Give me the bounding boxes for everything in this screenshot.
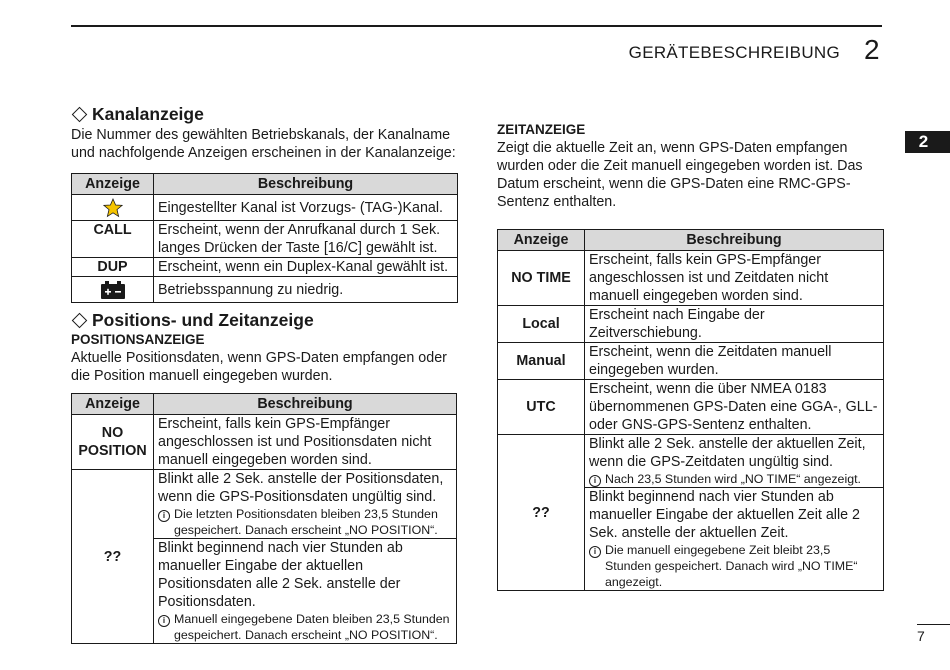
row-desc: Eingestellter Kanal ist Vorzugs- (TAG-)Kanal. bbox=[154, 195, 458, 221]
row-key: Manual bbox=[498, 343, 585, 380]
star-icon bbox=[103, 198, 123, 218]
row-key: DUP bbox=[72, 258, 154, 277]
col-header-beschreibung: Beschreibung bbox=[585, 230, 884, 251]
table-row bbox=[72, 221, 458, 258]
col-header-anzeige: Anzeige bbox=[72, 394, 154, 415]
row-desc: Erscheint, falls kein GPS-Empfänger angeschlossen ist und Positionsdaten nicht manuell eingegeben worden sind. bbox=[154, 415, 457, 470]
table-row bbox=[498, 380, 884, 435]
info-note: i Manuell eingegebene Daten bleiben 23,5 Stunden gespeichert. Danach erscheint „NO POSITION“. bbox=[158, 611, 452, 643]
page-number-rule bbox=[917, 624, 950, 625]
table-row bbox=[72, 195, 458, 221]
right-column bbox=[497, 121, 885, 591]
table-row bbox=[72, 258, 458, 277]
battery-icon bbox=[100, 280, 126, 300]
info-note: i Die letzten Positionsdaten bleiben 23,5 Stunden gespeichert. Danach erscheint „NO POSITION“. bbox=[158, 506, 452, 538]
row-desc: Betriebsspannung zu niedrig. bbox=[154, 277, 458, 303]
col-header-anzeige: Anzeige bbox=[72, 174, 154, 195]
chapter-title: GERÄTEBESCHREIBUNG bbox=[628, 43, 840, 62]
row-desc: Erscheint, wenn ein Duplex-Kanal gewählt ist. bbox=[154, 258, 458, 277]
zeit-intro: Zeigt die aktuelle Zeit an, wenn GPS-Daten empfangen wurden oder die Zeit manuell eingegeben worden ist. Das Datum erscheint, wenn die GPS-Daten eine RMC-GPS-Sentenz enthalten. bbox=[497, 140, 863, 210]
row-key: UTC bbox=[498, 380, 585, 435]
info-note: i Die manuell eingegebene Zeit bleibt 23,5 Stunden gespeichert. Danach wird „NO TIME“ angezeigt. bbox=[589, 542, 879, 590]
diamond-icon bbox=[72, 313, 88, 329]
row-desc: Erscheint, wenn die über NMEA 0183 übernommenen GPS-Daten eine GGA-, GLL- oder GNS-GPS-Sentenz enthalten. bbox=[585, 380, 884, 435]
row-desc: Blinkt beginnend nach vier Stunden ab manueller Eingabe der aktuellen Positionsdaten alle 2 Sek. anstelle der Positionsdaten. i Manuell eingegebene Daten bleiben 23,5 Stunden gespeichert. Danach erscheint „NO POSITION“. bbox=[154, 539, 457, 644]
page-number: 7 bbox=[917, 628, 925, 644]
row-key: NO TIME bbox=[498, 251, 585, 306]
row-desc: Blinkt alle 2 Sek. anstelle der aktuellen Zeit, wenn die GPS-Zeitdaten ungültig sind. i Nach 23,5 Stunden wird „NO TIME“ angezeigt. bbox=[585, 435, 884, 488]
row-key: ?? bbox=[72, 470, 154, 644]
table-row bbox=[72, 277, 458, 303]
row-desc: Erscheint nach Eingabe der Zeitverschiebung. bbox=[585, 306, 884, 343]
kanal-intro: Die Nummer des gewählten Betriebskanals, der Kanalname und nachfolgende Anzeigen erscheinen in der Kanalanzeige: bbox=[71, 127, 456, 161]
col-header-anzeige: Anzeige bbox=[498, 230, 585, 251]
info-icon: i bbox=[589, 475, 601, 487]
table-row bbox=[498, 435, 884, 488]
table-row bbox=[498, 343, 884, 380]
row-desc: Erscheint, wenn die Zeitdaten manuell eingegeben wurden. bbox=[585, 343, 884, 380]
info-icon: i bbox=[158, 615, 170, 627]
zeit-subheading: ZEITANZEIGE bbox=[497, 122, 586, 137]
table-row bbox=[498, 251, 884, 306]
kanal-heading: Kanalanzeige bbox=[71, 103, 459, 125]
info-icon: i bbox=[158, 510, 170, 522]
row-key: NO POSITION bbox=[72, 415, 154, 470]
position-table bbox=[71, 393, 457, 644]
row-desc: Erscheint, wenn der Anrufkanal durch 1 Sek. langes Drücken der Taste [16/C] gewählt ist. bbox=[154, 221, 458, 258]
info-note: i Nach 23,5 Stunden wird „NO TIME“ angezeigt. bbox=[589, 471, 879, 487]
zeit-table bbox=[497, 229, 884, 591]
row-desc: Blinkt alle 2 Sek. anstelle der Positionsdaten, wenn die GPS-Positionsdaten ungültig sind. i Die letzten Positionsdaten bleiben 23,5 Stunden gespeichert. Danach erscheint „NO POSITION“. bbox=[154, 470, 457, 539]
position-intro: Aktuelle Positionsdaten, wenn GPS-Daten empfangen oder die Position manuell eingegeben wurden. bbox=[71, 350, 447, 384]
row-key: ?? bbox=[498, 435, 585, 591]
col-header-beschreibung: Beschreibung bbox=[154, 394, 457, 415]
position-heading: Positions- und Zeitanzeige bbox=[71, 309, 459, 331]
info-icon: i bbox=[589, 546, 601, 558]
col-header-beschreibung: Beschreibung bbox=[154, 174, 458, 195]
top-rule bbox=[71, 25, 882, 27]
table-row bbox=[498, 306, 884, 343]
left-column bbox=[71, 103, 459, 644]
row-desc: Blinkt beginnend nach vier Stunden ab manueller Eingabe der aktuellen Zeit alle 2 Sek. anstelle der aktuellen Zeit. i Die manuell eingegebene Zeit bleibt 23,5 Stunden gespeichert. Danach wird „NO TIME“ angezeigt. bbox=[585, 488, 884, 591]
table-row bbox=[72, 415, 457, 470]
row-key: CALL bbox=[72, 221, 154, 258]
position-subheading: POSITIONSANZEIGE bbox=[71, 332, 205, 347]
diamond-icon bbox=[72, 107, 88, 123]
row-desc: Erscheint, falls kein GPS-Empfänger angeschlossen ist und Zeitdaten nicht manuell eingegeben worden sind. bbox=[585, 251, 884, 306]
table-row bbox=[72, 470, 457, 539]
kanal-table bbox=[71, 173, 458, 303]
chapter-number: 2 bbox=[864, 34, 880, 65]
row-key: Local bbox=[498, 306, 585, 343]
chapter-side-tab: 2 bbox=[905, 131, 950, 153]
